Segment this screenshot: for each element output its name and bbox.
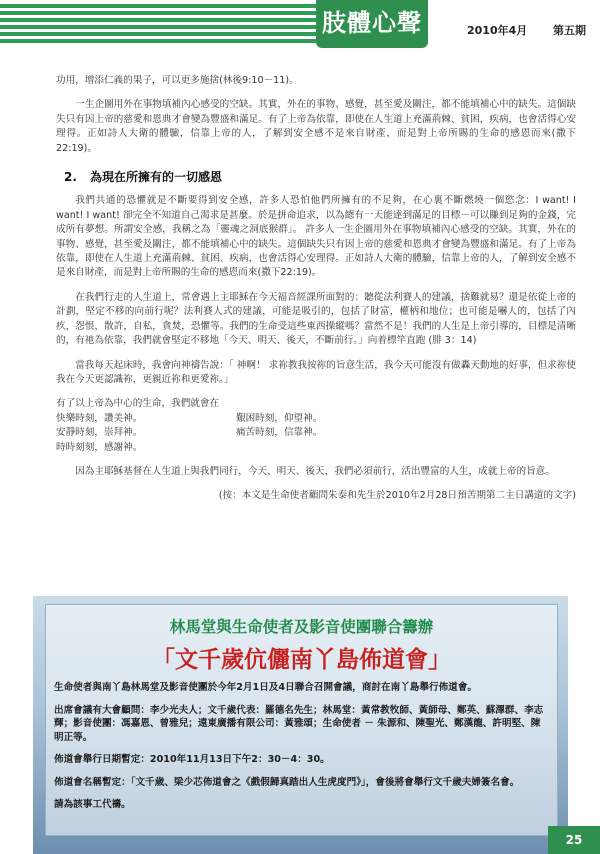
announcement-body xyxy=(54,681,549,821)
paragraph-3: 我們共通的恐懼就是不斷要得到安全感，許多人恐怕他們所擁有的不足夠，在心裏不斷燃燒一個慾念：I want! I want! I want! 卻完全不知道自己渴求是甚麼。於是拼命追求，以為總有一天能達到滿足的目標－可以賺到足夠的金錢，完成所有夢想。所謂安全感，我稱之為「靈魂之洞底猴群」。 許多人一生企圖用外在事物填補內心感受的空缺。其實，外在的事物、感覺，甚至愛及關注，都不能填補心中的缺失。這個缺失只有因上帝的慈愛和恩典才會變為豐盛和滿足。有了上帝為依靠，即使在人生道上充滿荊棘、貧困、疾病，也會活得心安理得。正如詩人大衛的體驗，信靠上帝的人，了解到安全感不是來自財產，而是對上帝所賜的生命的感恩而來(撒下22:19)。 xyxy=(56,195,576,279)
verses-intro: 有了以上帝為中心的生命，我們就會在 xyxy=(56,398,220,410)
announcement-paragraph: 佈道會舉行日期暫定：2010年11月13日下午2：30－4：30。 xyxy=(54,754,330,765)
paragraph-5: 當我每天起床時，我會向神禱告說：「 神啊！ 求祢教我按祢的旨意生活，我今天可能沒有做轟天動地的好事，但求祢使我在今天更認識祢，更親近祢和更愛祢。」 xyxy=(56,359,576,385)
verse-row xyxy=(56,441,576,455)
verses-block xyxy=(56,397,576,455)
paragraph-6: 因為主耶穌基督在人生道上與我們同行，今天、明天、後天，我們必須前行，活出豐富的人生，成就上帝的旨意。 xyxy=(75,465,555,477)
announcement-box xyxy=(33,596,568,854)
article-body xyxy=(56,74,576,514)
announcement-paragraph: 生命使者與南丫島林馬堂及影音使團於今年2月1日及4日聯合召開會議，商討在南丫島舉行佈道會。 xyxy=(54,682,477,693)
verse-row xyxy=(56,426,576,440)
header-stripes xyxy=(0,4,316,46)
verse-item: 快樂時刻，讚美神。 xyxy=(56,412,143,424)
section-title: 為現在所擁有的一切感恩 xyxy=(90,170,223,185)
page-number: 25 xyxy=(548,826,600,854)
verse-item: 時時刻刻，感謝神。 xyxy=(56,441,143,453)
paragraph-4: 在我們行走的人生道上，常會遇上主耶穌在今天福音經課所面對的：聽從法利賽人的建議，捨難就易？還是依從上帝的計劃，堅定不移的向前行呢？法利賽人式的建議，可能是吸引的，包括了財富，權柄和地位；也可能是嚇人的，包括了內疚，怨恨，散許，自私，貪焚，恐懼等。我們的生命受這些東西操縱嗎？當然不是！我們的人生是上帝引導的，目標是清晰的，有祂為依靠，我們就會堅定不移地「今天、明天、後天，不斷前行。」向着標竿直跑 (腓 3：14) xyxy=(56,291,576,347)
announcement-paragraph: 佈道會名稱暫定：「文千歲、梁少芯佈道會之《戲假歸真踏出人生虎度門》」，會後將會舉行文千歲夫婦簽名會。 xyxy=(54,776,520,788)
paragraph-2: 一生企圖用外在事物填補內心感受的空缺。其實，外在的事物、感覺，甚至愛及關注，都不能填補心中的缺失。這個缺失只有因上帝的慈愛和恩典才會變為豐盛和滿足。有了上帝為依靠，即使在人生道上充滿荊棘、貧困，疾病，也會活得心安理得。正如詩人大衛的體驗，信靠上帝的人，了解到安全感不是來自財產，而是對上帝所賜的生命的感恩而來(撒下22:19)。 xyxy=(56,99,576,154)
section-number: 2. xyxy=(64,170,77,185)
paragraph-1: 功用，增添仁義的果子，可以更多施捨(林後9:10－11)。 xyxy=(56,75,299,86)
announcement-paragraph: 出席會議有大會顧問：李少光夫人；文千歲代表：羅德名先生；林馬堂：黃常教牧師、黃師母、鄭英、蘇澤群、李志輝；影音使團：馮嘉恩、曾雅兒；遠東廣播有限公司：黃雅頌；生命使者 － 朱源和、陳聖光、鄭漢龍、許明堅、陳明正等。 xyxy=(54,704,544,743)
verse-item: 安靜時刻，崇拜神。 xyxy=(56,427,143,439)
page-header xyxy=(0,0,600,56)
announcement-title: 林馬堂與生命使者及影音使團聯合籌辦 xyxy=(169,618,434,636)
verse-row xyxy=(56,412,576,426)
announcement-paragraph: 請為該事工代禱。 xyxy=(54,799,131,810)
announcement-panel xyxy=(45,604,558,836)
author-note: (按：本文是生命使者顧問朱泰和先生於2010年2月28日預苦期第二主日講道的文字) xyxy=(218,490,576,502)
section-heading xyxy=(64,170,576,184)
verse-item: 痛苦時刻，信靠神。 xyxy=(236,427,323,439)
magazine-title: 肢體心聲 xyxy=(316,0,428,48)
issue-number: 第五期 xyxy=(553,24,586,37)
issue-date: 2010年4月 xyxy=(467,24,528,37)
verse-item: 艱困時刻，仰望神。 xyxy=(236,412,323,424)
announcement-event-name: 「文千歲伉儷南丫島佈道會」 xyxy=(152,646,451,673)
